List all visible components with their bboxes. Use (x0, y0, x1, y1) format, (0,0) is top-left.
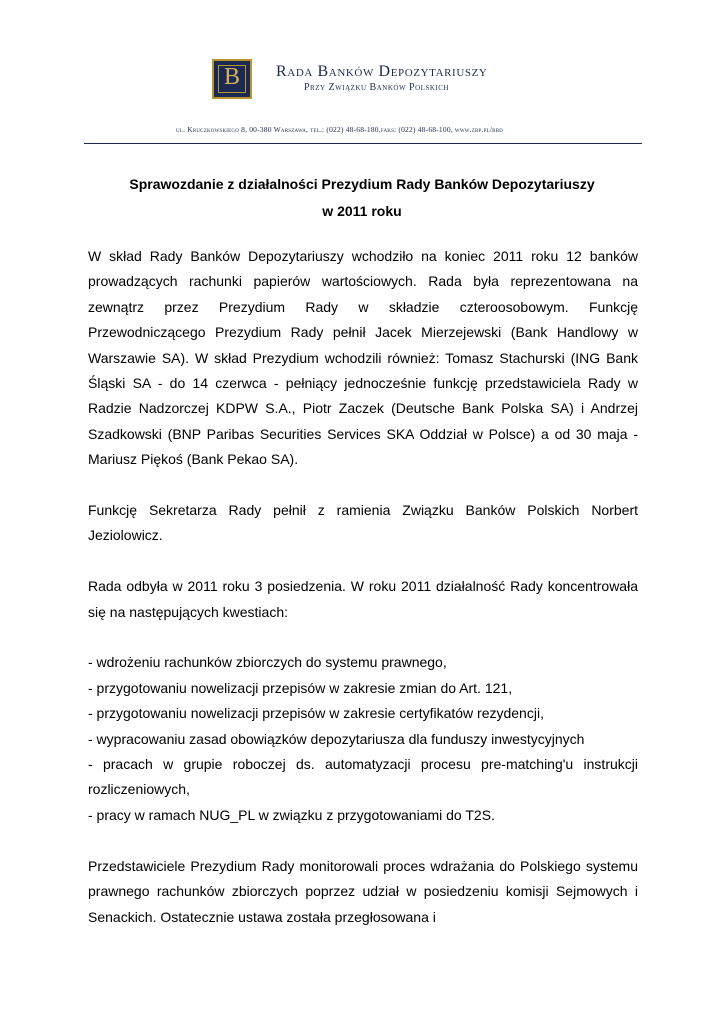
list-item: - pracach w grupie roboczej ds. automatyzacji procesu pre-matching'u instrukcji rozliczeniowych, (88, 756, 638, 798)
list-item: - przygotowaniu nowelizacji przepisów w zakresie certyfikatów rezydencji, (88, 705, 544, 722)
list-item: - przygotowaniu nowelizacji przepisów w zakresie zmian do Art. 121, (88, 679, 513, 696)
header-rule (84, 143, 642, 144)
paragraph-secretary: Funkcję Sekretarza Rady pełnił z ramienia Związku Banków Polskich Norbert Jeziolowicz. (88, 502, 638, 544)
org-subtitle: Przy Związku Banków Polskich (304, 82, 449, 93)
paragraph-composition: W skład Rady Banków Depozytariuszy wchodziło na koniec 2011 roku 12 banków prowadzących rachunki papierów wartościowych. Rada była reprezentowana na zewnątrz przez Prezydium Rady w składzie czteroosobowym. Funkcję Przewodniczącego Prezydium Rady pełnił Jacek Mierzejewski (Bank Handlowy w Warszawie SA). W skład Prezydium wchodzili również: Tomasz Stachurski (ING Bank Śląski SA - do 14 czerwca - pełniący jednocześnie funkcję przedstawiciela Rady w Radzie Nadzorczej KDPW S.A., Piotr Zaczek (Deutsche Bank Polska SA) i Andrzej Szadkowski (BNP Paribas Securities Services SKA Oddział w Polsce) a od 30 maja - Mariusz Piękoś (Bank Pekao SA). (88, 248, 638, 468)
logo-glyph: B (223, 64, 240, 90)
document-title-year: w 2011 roku (322, 203, 402, 219)
document-title: Sprawozdanie z działalności Prezydium Rady Banków Depozytariuszy (129, 176, 595, 192)
list-item: - pracy w ramach NUG_PL w związku z przygotowaniami do T2S. (88, 806, 495, 823)
list-item: - wdrożeniu rachunków zbiorczych do systemu prawnego, (88, 654, 447, 671)
org-name: Rada Banków Depozytariuszy (276, 63, 488, 80)
activity-list (88, 650, 638, 828)
list-item: - wypracowaniu zasad obowiązków depozytariusza dla funduszy inwestycyjnych (88, 730, 585, 747)
org-address: ul. Kruczkowskiego 8, 00-380 Warszawa, tel.: (022) 48-68-180,faks: (022) 48-68-100, www.zbp.pl/rbd (176, 125, 503, 134)
paragraph-meetings: Rada odbyła w 2011 roku 3 posiedzenia. W roku 2011 działalność Rady koncentrowała się na następujących kwestiach: (88, 578, 638, 620)
paragraph-monitoring: Przedstawiciele Prezydium Rady monitorowali proces wdrażania do Polskiego systemu prawnego rachunków zbiorczych poprzez udział w posiedzeniu komisji Sejmowych i Senackich. Ostatecznie ustawa została przegłosowana i (88, 857, 638, 925)
document-body (88, 244, 638, 930)
logo (212, 59, 252, 99)
